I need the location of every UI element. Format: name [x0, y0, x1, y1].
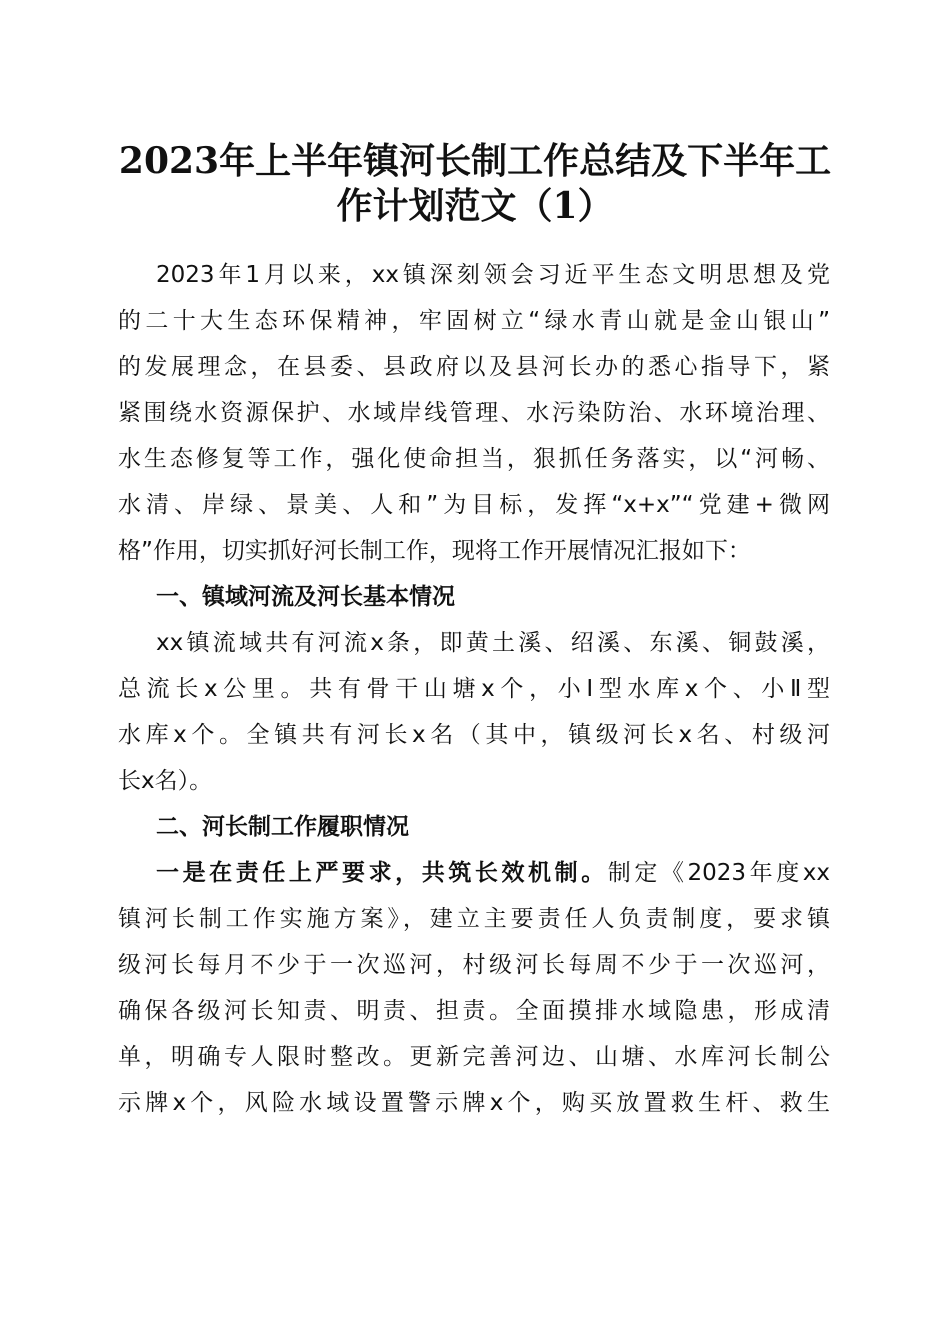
section-2-line: 示牌x个，风险水域设置警示牌x个，购买放置救生杆、救生: [118, 1090, 830, 1116]
section-2-line: 确保各级河长知责、明责、担责。全面摸排水域隐患，形成清: [118, 998, 830, 1024]
section-2-first-line: [118, 850, 830, 896]
section-1-line: xx镇流域共有河流x条，即黄土溪、绍溪、东溪、铜鼓溪，: [156, 630, 830, 656]
intro-paragraph-line: 紧围绕水资源保护、水域岸线管理、水污染防治、水环境治理、: [118, 400, 830, 426]
section-2-line: 单，明确专人限时整改。更新完善河边、山塘、水库河长制公: [118, 1044, 830, 1070]
document-title-line-1: 2023年上半年镇河长制工作总结及下半年工: [118, 140, 832, 182]
intro-paragraph-line: 水清、岸绿、景美、人和”为目标，发挥“x+x”“党建+微网: [118, 492, 830, 518]
section-2-line: 镇河长制工作实施方案》，建立主要责任人负责制度，要求镇: [118, 906, 830, 932]
section-1-line: 总流长x公里。共有骨干山塘x个，小Ⅰ型水库x个、小Ⅱ型: [118, 676, 830, 702]
document-body: [118, 252, 830, 1126]
section-2-lead-sentence: 一是在责任上严要求，共筑长效机制。: [156, 860, 608, 886]
section-2-line: 级河长每月不少于一次巡河，村级河长每周不少于一次巡河，: [118, 952, 830, 978]
intro-paragraph-line: 2023年1月以来，xx镇深刻领会习近平生态文明思想及党: [156, 262, 830, 288]
intro-paragraph-line: 格”作用，切实抓好河长制工作，现将工作开展情况汇报如下：: [118, 538, 751, 564]
intro-paragraph-line: 的发展理念，在县委、县政府以及县河长办的悉心指导下，紧: [118, 354, 830, 380]
section-2-first-line-rest: 制定《2023年度xx: [607, 860, 831, 886]
document-title-line-2: 作计划范文（1）: [336, 185, 614, 227]
section-2-heading: 二、河长制工作履职情况: [156, 814, 409, 840]
section-1-heading: 一、镇域河流及河长基本情况: [156, 584, 455, 610]
section-1-line: 水库x个。全镇共有河长x名（其中，镇级河长x名、村级河: [118, 722, 830, 748]
intro-paragraph-line: 的二十大生态环保精神，牢固树立“绿水青山就是金山银山”: [118, 308, 830, 334]
intro-paragraph-line: 水生态修复等工作，强化使命担当，狠抓任务落实，以“河畅、: [118, 446, 830, 472]
section-1-line: 长x名）。: [118, 768, 213, 794]
